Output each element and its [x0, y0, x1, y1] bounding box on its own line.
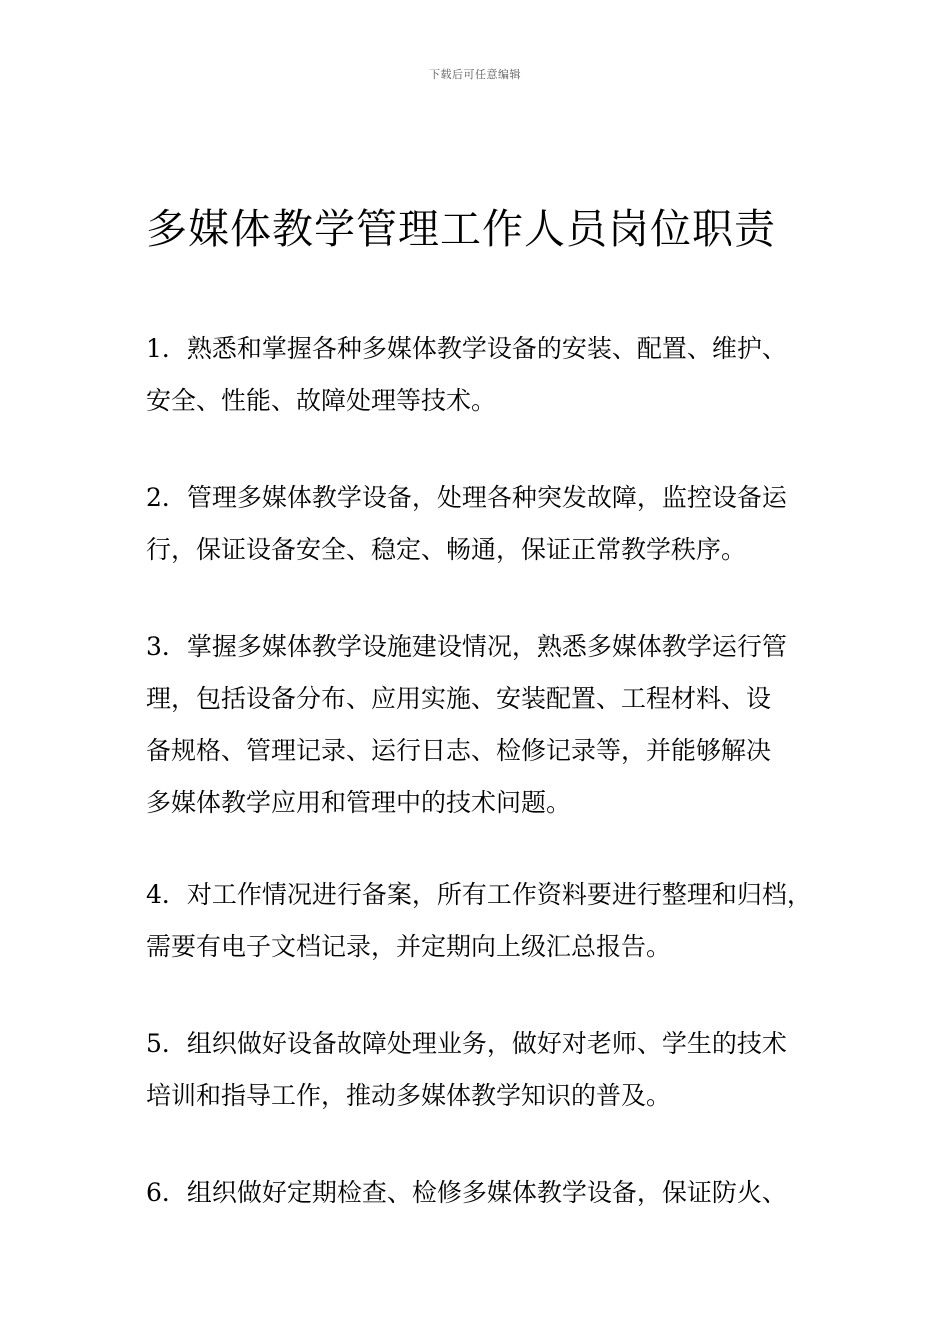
paragraph-line: 多媒体教学应用和管理中的技术问题。 [146, 788, 572, 817]
paragraph-line: 2．管理多媒体教学设备，处理各种突发故障，监控设备运 [146, 483, 787, 512]
header-note: 下载后可任意编辑 [429, 68, 521, 81]
paragraph-6 [146, 1167, 836, 1219]
paragraph-5 [146, 1018, 836, 1122]
paragraph-line: 安全、性能、故障处理等技术。 [146, 386, 497, 415]
paragraph-2 [146, 472, 836, 576]
paragraph-line: 培训和指导工作，推动多媒体教学知识的普及。 [146, 1081, 672, 1110]
paragraph-line: 6．组织做好定期检查、检修多媒体教学设备，保证防火、 [146, 1178, 787, 1207]
paragraph-line: 1．熟悉和掌握各种多媒体教学设备的安装、配置、维护、 [146, 334, 787, 363]
paragraph-line: 3．掌握多媒体教学设施建设情况，熟悉多媒体教学运行管 [146, 632, 787, 661]
document-title: 多媒体教学管理工作人员岗位职责 [146, 205, 776, 253]
paragraph-line: 5．组织做好设备故障处理业务，做好对老师、学生的技术 [146, 1029, 787, 1058]
paragraph-line: 行，保证设备安全、稳定、畅通，保证正常教学秩序。 [146, 535, 747, 564]
paragraph-line: 需要有电子文档记录，并定期向上级汇总报告。 [146, 932, 672, 961]
paragraph-line: 备规格、管理记录、运行日志、检修记录等，并能够解决 [146, 736, 772, 765]
paragraph-line: 4．对工作情况进行备案，所有工作资料要进行整理和归档， [146, 880, 812, 909]
paragraph-4 [146, 869, 836, 973]
paragraph-1 [146, 323, 836, 427]
paragraph-3 [146, 621, 836, 829]
paragraph-line: 理，包括设备分布、应用实施、安装配置、工程材料、设 [146, 684, 772, 713]
